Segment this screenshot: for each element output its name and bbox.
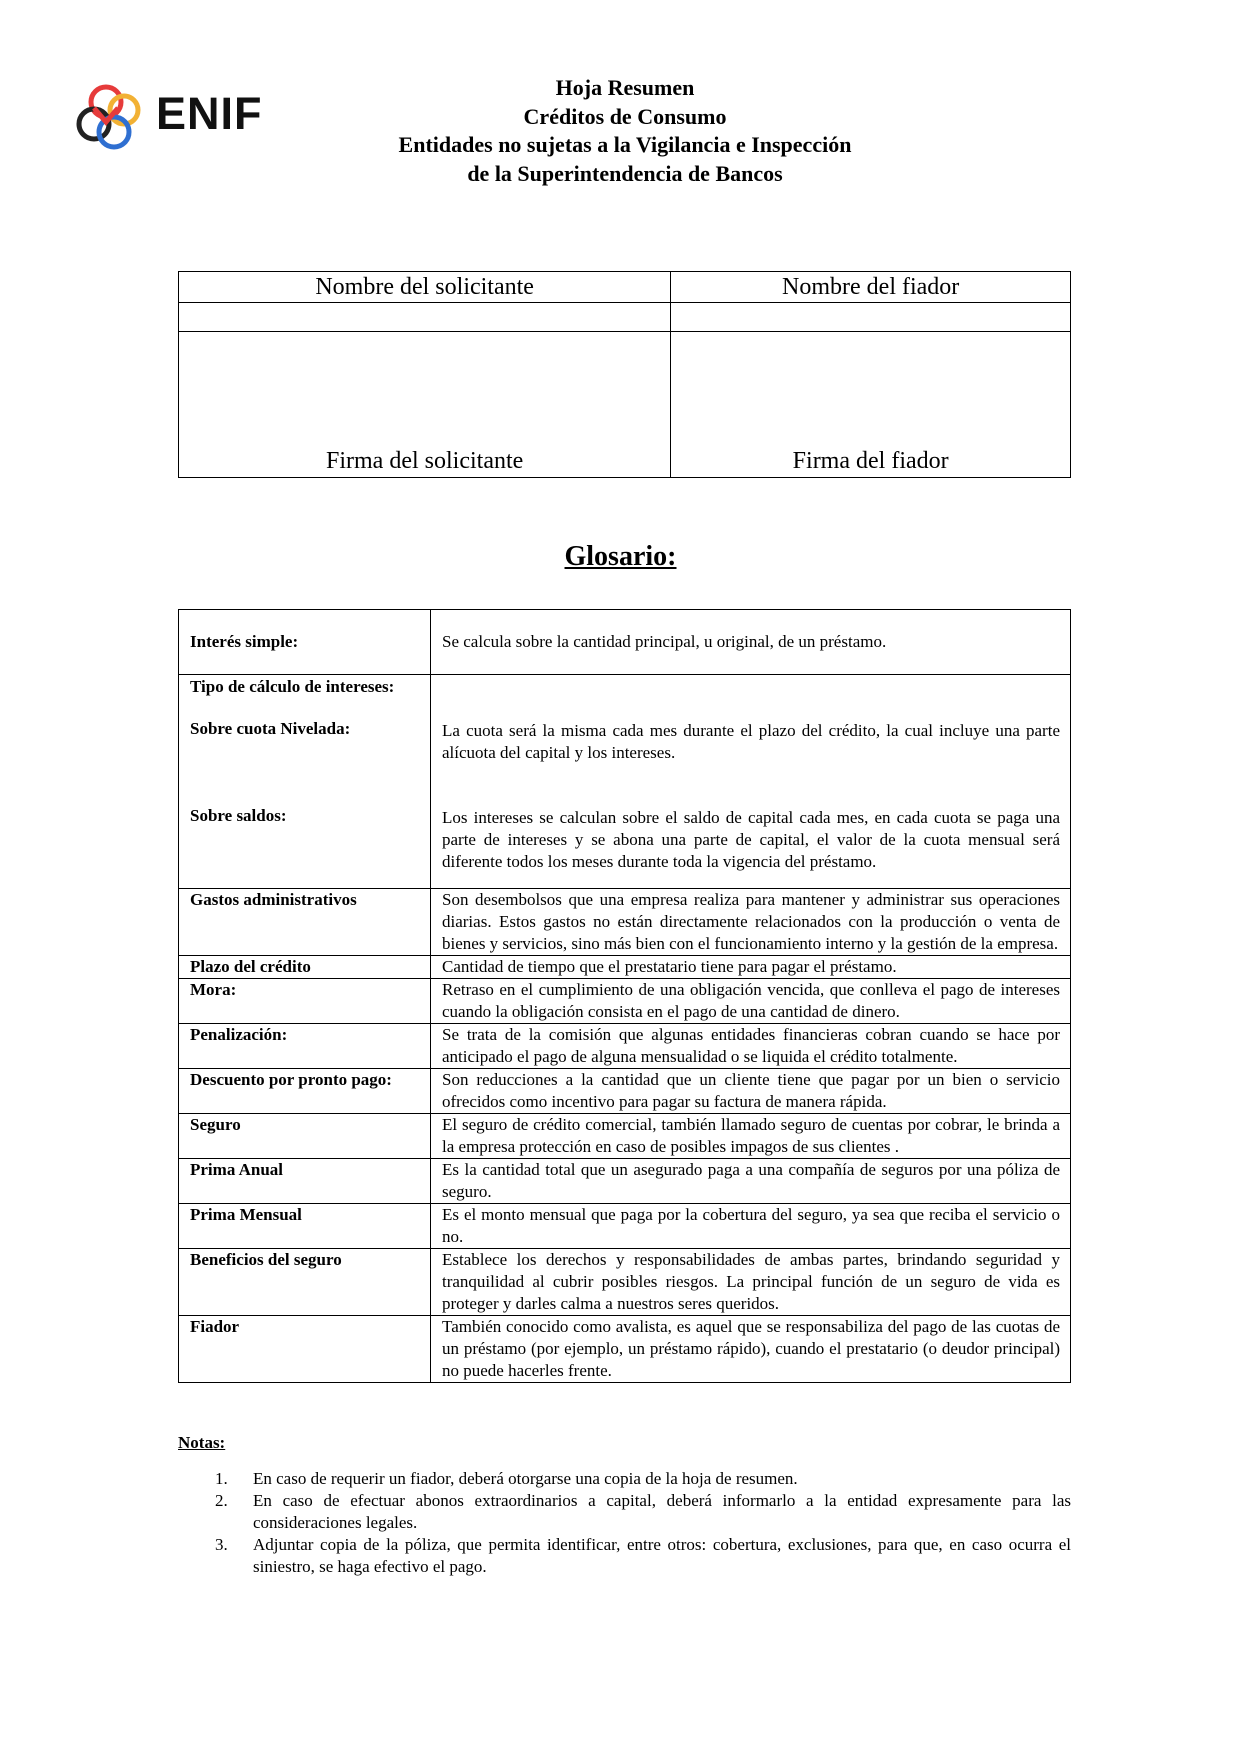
glossary-row — [179, 610, 1071, 675]
glossary-title: Glosario: — [564, 541, 677, 572]
glossary-row — [179, 1069, 1071, 1114]
glossary-term: Interés simple: — [179, 610, 431, 675]
glossary-definition: Los intereses se calculan sobre el saldo de capital cada mes, en cada cuota se paga una parte de intereses y se abona una parte de capital, el valor de la cuota mensual será diferente todos los meses durante toda la vigencia del préstamo. — [442, 808, 1060, 871]
glossary-definition: Retraso en el cumplimiento de una obligación vencida, que conlleva el pago de intereses cuando la obligación consista en el pago de una cantidad de dinero. — [431, 979, 1071, 1024]
note-item — [178, 1490, 1071, 1534]
glossary-definition: Son desembolsos que una empresa realiza para mantener y administrar sus operaciones diarias. Estos gastos no están directamente relacionados con la producción o venta de bienes y servicios, sino más bien con el funcionamiento interno y la gestión de la empresa. — [431, 889, 1071, 956]
glossary-definition: Es la cantidad total que un asegurado paga a una compañía de seguros por una póliza de seguro. — [431, 1159, 1071, 1204]
glossary-definition: Establece los derechos y responsabilidades de ambas partes, brindando seguridad y tranquilidad al cubrir posibles riesgos. La principal función de un seguro de vida es proteger y darles calma a nuestros seres queridos. — [431, 1249, 1071, 1316]
enif-logo-rings-icon — [72, 82, 154, 164]
note-number: 1. — [215, 1469, 228, 1488]
glossary-definition: Se trata de la comisión que algunas entidades financieras cobran cuando se hace por anticipado el pago de alguna mensualidad o se liquida el crédito totalmente. — [431, 1024, 1071, 1069]
glossary-term: Fiador — [179, 1316, 431, 1383]
glossary-subterm: Sobre cuota Nivelada: — [190, 719, 351, 738]
applicant-name-field[interactable] — [179, 303, 671, 332]
note-number: 3. — [215, 1535, 228, 1554]
applicant-name-header: Nombre del solicitante — [179, 272, 671, 303]
glossary-row — [179, 1204, 1071, 1249]
note-item — [178, 1468, 1071, 1490]
enif-logo — [72, 82, 282, 164]
title-line-2: Créditos de Consumo — [523, 103, 727, 129]
glossary-row — [179, 675, 1071, 889]
glossary-subterm: Sobre saldos: — [190, 806, 287, 825]
guarantor-name-field[interactable] — [671, 303, 1071, 332]
glossary-table — [178, 609, 1071, 1383]
glossary-row — [179, 1159, 1071, 1204]
glossary-definition: También conocido como avalista, es aquel que se responsabiliza del pago de las cuotas de un préstamo (por ejemplo, un préstamo rápido), cuando el prestatario (o deudor principal) no puede hacerles frente. — [431, 1316, 1071, 1383]
glossary-term: Penalización: — [179, 1024, 431, 1069]
glossary-definition: El seguro de crédito comercial, también llamado seguro de cuentas por cobrar, le brinda a la empresa protección en caso de posibles impagos de sus clientes . — [431, 1114, 1071, 1159]
applicant-signature-label: Firma del solicitante — [326, 448, 524, 474]
note-text: Adjuntar copia de la póliza, que permita identificar, entre otros: cobertura, exclusiones, para que, en caso ocurra el siniestro, se haga efectivo el pago. — [253, 1535, 1071, 1576]
glossary-term: Prima Mensual — [179, 1204, 431, 1249]
glossary-term: Seguro — [179, 1114, 431, 1159]
glossary-row — [179, 1249, 1071, 1316]
glossary-row — [179, 979, 1071, 1024]
glossary-term: Gastos administrativos — [179, 889, 431, 956]
glossary-row — [179, 889, 1071, 956]
applicant-signature-field[interactable] — [179, 332, 671, 478]
note-text: En caso de efectuar abonos extraordinarios a capital, deberá informarlo a la entidad expresamente para las consideraciones legales. — [253, 1491, 1071, 1532]
guarantor-signature-field[interactable] — [671, 332, 1071, 478]
glossary-term: Descuento por pronto pago: — [179, 1069, 431, 1114]
glossary-row — [179, 1316, 1071, 1383]
note-item — [178, 1534, 1071, 1578]
title-line-3: Entidades no sujetas a la Vigilancia e Inspección — [398, 132, 852, 157]
glossary-term: Tipo de cálculo de intereses: — [190, 677, 395, 696]
glossary-row — [179, 1024, 1071, 1069]
guarantor-signature-label: Firma del fiador — [792, 448, 949, 474]
glossary-definition: La cuota será la misma cada mes durante el plazo del crédito, la cual incluye una parte alícuota del capital y los intereses. — [442, 721, 1060, 762]
glossary-definition: Se calcula sobre la cantidad principal, u original, de un préstamo. — [431, 610, 1071, 675]
glossary-term: Prima Anual — [179, 1159, 431, 1204]
logo-text: ENIF — [156, 88, 263, 139]
note-text: En caso de requerir un fiador, deberá otorgarse una copia de la hoja de resumen. — [253, 1469, 798, 1488]
glossary-term: Plazo del crédito — [179, 956, 431, 979]
glossary-term: Beneficios del seguro — [179, 1249, 431, 1316]
signature-table — [178, 271, 1071, 478]
glossary-row — [179, 956, 1071, 979]
notes-list — [178, 1468, 1071, 1578]
title-line-1: Hoja Resumen — [555, 75, 695, 100]
notes-title: Notas: — [178, 1433, 226, 1452]
glossary-definition: Son reducciones a la cantidad que un cliente tiene que pagar por un bien o servicio ofrecidos como incentivo para pagar su factura de manera rápida. — [431, 1069, 1071, 1114]
document-title — [300, 74, 950, 188]
guarantor-name-header: Nombre del fiador — [671, 272, 1071, 303]
title-line-4: de la Superintendencia de Bancos — [467, 160, 783, 186]
glossary-definition: Cantidad de tiempo que el prestatario tiene para pagar el préstamo. — [431, 956, 1071, 979]
note-number: 2. — [215, 1491, 228, 1510]
glossary-term: Mora: — [179, 979, 431, 1024]
glossary-definition: Es el monto mensual que paga por la cobertura del seguro, ya sea que reciba el servicio o no. — [431, 1204, 1071, 1249]
glossary-row — [179, 1114, 1071, 1159]
